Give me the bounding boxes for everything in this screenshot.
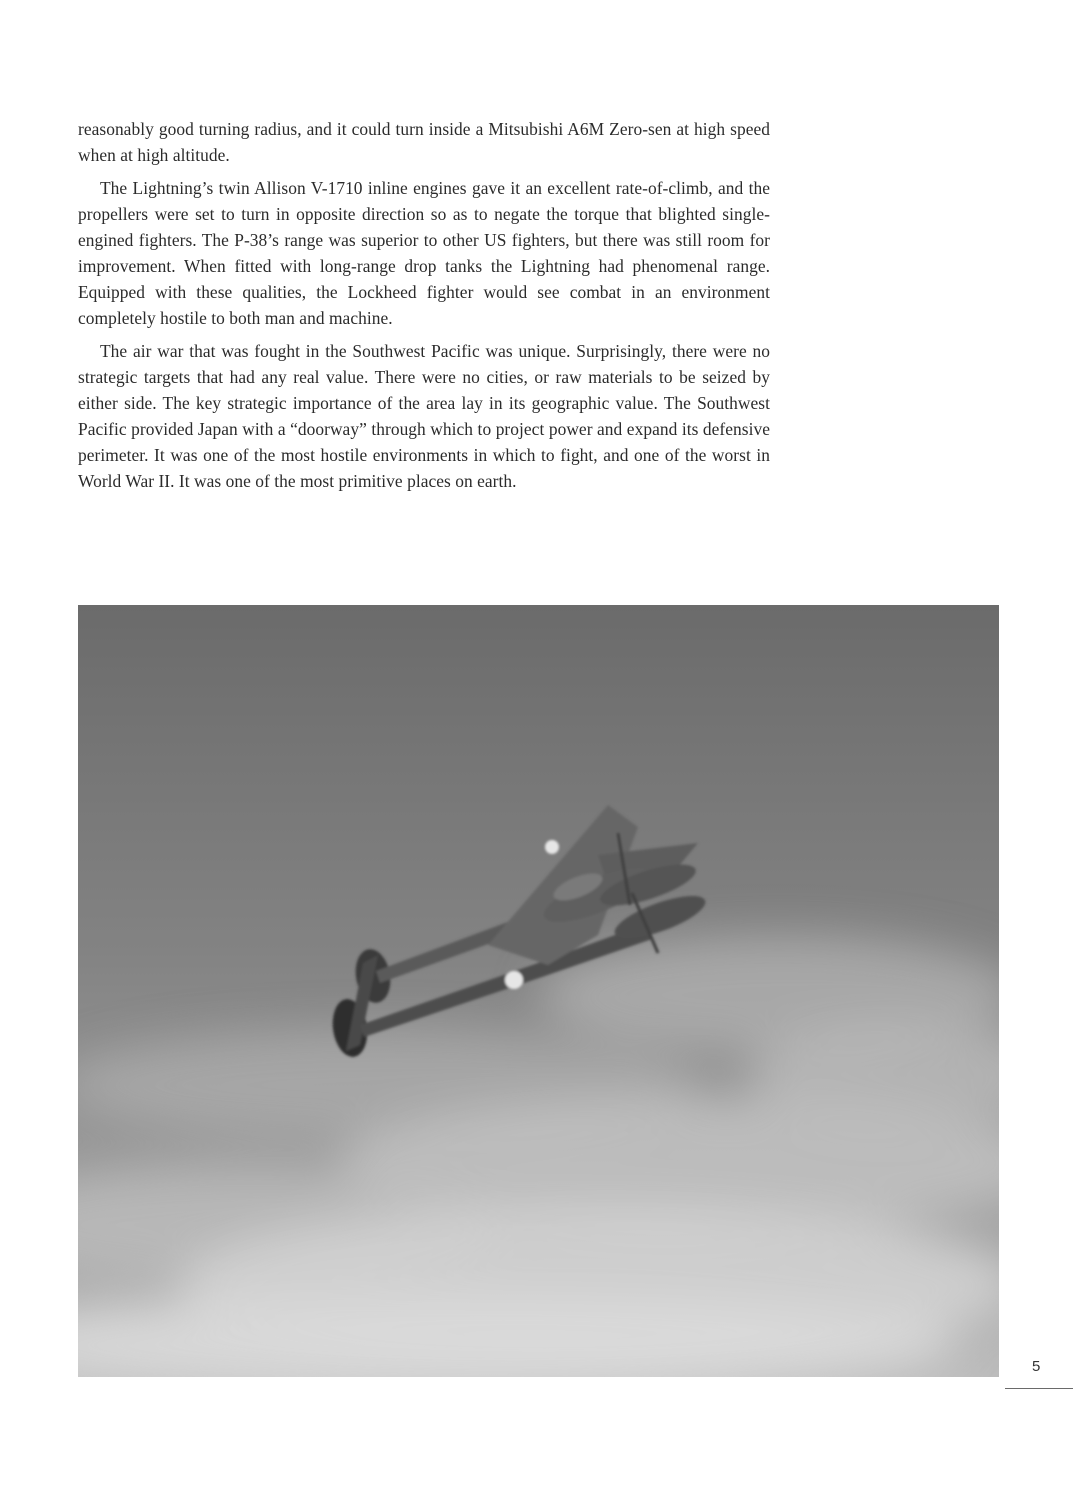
article-body (78, 116, 770, 501)
p38-lightning-photo (78, 605, 999, 1377)
paragraph-air-war: The air war that was fought in the Southwest Pacific was unique. Surprisingly, there were no strategic targets that had any real value. There were no cities, or raw materials to be seized by either side. The key strategic importance of the area lay in its geographic value. The Southwest Pacific provided Japan with a “doorway” through which to project power and expand its defensive perimeter. It was one of the most hostile environments in which to fight, and one of the worst in World War II. It was one of the most primitive places on earth. (78, 341, 770, 491)
photo-illustration (78, 605, 999, 1377)
paragraph-continued: reasonably good turning radius, and it could turn inside a Mitsubishi A6M Zero-sen at high speed when at high altitude. (78, 119, 770, 165)
page-number-rule (1005, 1388, 1073, 1389)
paragraph-lightning-engines: The Lightning’s twin Allison V-1710 inline engines gave it an excellent rate-of-climb, and the propellers were set to turn in opposite direction so as to negate the torque that blighted single-engined fighters. The P-38’s range was superior to other US fighters, but there was still room for improvement. When fitted with long-range drop tanks the Lightning had phenomenal range. Equipped with these qualities, the Lockheed fighter would see combat in an environment completely hostile to both man and machine. (78, 178, 770, 328)
page-number: 5 (1032, 1358, 1041, 1375)
